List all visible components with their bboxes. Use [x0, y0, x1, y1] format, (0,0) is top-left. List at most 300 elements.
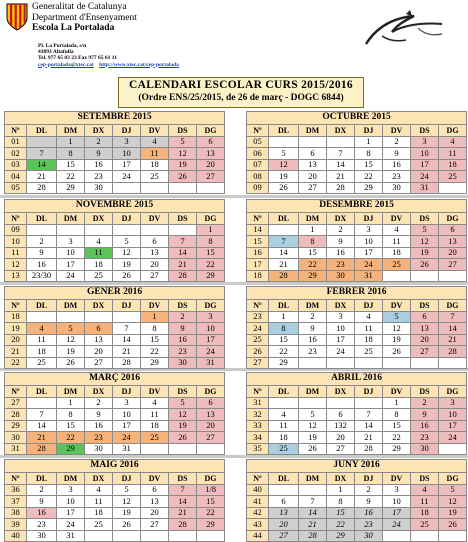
weekday-header: DV — [383, 473, 411, 485]
day-cell: 18 — [141, 159, 169, 171]
day-cell: 17 — [197, 334, 225, 346]
calendar-week-row — [247, 507, 467, 519]
day-cell: 4 — [85, 236, 113, 248]
day-cell: 12 — [269, 159, 299, 171]
day-cell: 22 — [299, 259, 327, 271]
day-cell: 4 — [269, 409, 299, 421]
day-cell — [141, 224, 169, 236]
day-cell: 28 — [113, 357, 141, 369]
day-cell: 20 — [327, 432, 355, 444]
day-cell: 20 — [411, 334, 439, 346]
day-cell: 22 — [57, 432, 85, 444]
day-cell: 13 — [269, 507, 299, 519]
calendar-week-row — [5, 171, 225, 183]
day-cell: 6 — [141, 484, 169, 496]
week-number-cell: 30 — [5, 432, 27, 444]
day-cell: 25 — [355, 346, 383, 358]
day-cell: 6 — [197, 136, 225, 148]
day-cell: 10 — [411, 148, 439, 160]
school-emblem-icon — [362, 10, 448, 50]
weekday-header: DM — [57, 300, 85, 312]
weekday-header: DV — [383, 386, 411, 398]
day-cell: 23 — [411, 432, 439, 444]
week-number-cell: 08 — [247, 171, 269, 183]
weekday-header: DM — [299, 213, 327, 225]
day-cell: 10 — [439, 409, 467, 421]
website-link[interactable]: http://www.xtec.cat/cep-portalada — [99, 61, 179, 68]
day-cell: 8 — [355, 148, 383, 160]
day-cell: 6 — [141, 236, 169, 248]
week-number-cell: 19 — [5, 323, 27, 335]
day-cell: 26 — [411, 259, 439, 271]
day-cell: 29 — [355, 182, 383, 194]
day-cell: 6 — [327, 409, 355, 421]
day-cell — [169, 530, 197, 542]
day-cell: 19 — [169, 159, 197, 171]
calendar-week-row — [247, 484, 467, 496]
day-cell: 5 — [411, 224, 439, 236]
day-cell: 23/30 — [27, 270, 57, 282]
day-cell — [113, 182, 141, 194]
weekday-header: DG — [197, 213, 225, 225]
day-cell: 8 — [141, 323, 169, 335]
email-link[interactable]: cep-portalada@xtec.cat — [38, 61, 94, 68]
day-cell — [113, 530, 141, 542]
day-cell: 27 — [141, 519, 169, 531]
weekday-header: DX — [85, 473, 113, 485]
day-cell: 22 — [355, 171, 383, 183]
day-cell: 24 — [57, 519, 85, 531]
day-cell: 21 — [355, 432, 383, 444]
day-cell: 31 — [197, 357, 225, 369]
weekday-header: DL — [27, 473, 57, 485]
month-name: FEBRER 2016 — [247, 287, 467, 300]
day-cell: 20 — [85, 346, 113, 358]
weekday-header: DM — [57, 386, 85, 398]
org-line-department: Department d'Ensenyament — [32, 12, 137, 23]
week-number-cell: 25 — [247, 334, 269, 346]
day-cell: 13 — [197, 409, 225, 421]
day-cell: 29 — [299, 270, 327, 282]
day-cell: 25 — [27, 357, 57, 369]
calendar-week-row — [247, 397, 467, 409]
day-cell: 11 — [141, 148, 169, 160]
month-name: DESEMBRE 2015 — [247, 200, 467, 213]
weekday-header: DX — [327, 213, 355, 225]
week-number-cell: 29 — [5, 420, 27, 432]
day-cell: 15 — [141, 334, 169, 346]
week-number-header: Nº — [247, 300, 269, 312]
day-cell: 30 — [411, 443, 439, 455]
week-number-cell: 05 — [5, 182, 27, 194]
week-number-cell: 04 — [5, 171, 27, 183]
calendar-week-row — [247, 247, 467, 259]
weekday-header: DJ — [355, 473, 383, 485]
day-cell: 17 — [355, 247, 383, 259]
calendar-week-row — [247, 323, 467, 335]
day-cell: 27 — [439, 259, 467, 271]
day-cell: 7 — [169, 484, 197, 496]
month-september-2015 — [4, 111, 224, 194]
day-cell: 30 — [85, 443, 113, 455]
week-number-cell: 44 — [247, 530, 269, 542]
month-october-2015 — [246, 111, 466, 194]
day-cell — [197, 443, 225, 455]
day-cell: 17 — [439, 420, 467, 432]
day-cell: 5 — [439, 484, 467, 496]
weekday-header: DV — [383, 125, 411, 137]
day-cell: 5 — [269, 148, 299, 160]
day-cell: 10 — [113, 148, 141, 160]
day-cell: 18 — [27, 346, 57, 358]
day-cell: 28 — [439, 346, 467, 358]
day-cell: 1 — [383, 397, 411, 409]
month-calendar-table — [246, 111, 467, 194]
weekday-header: DJ — [355, 300, 383, 312]
week-number-cell: 40 — [247, 484, 269, 496]
day-cell — [269, 224, 299, 236]
day-cell: 22 — [327, 519, 355, 531]
weekday-header: DV — [383, 213, 411, 225]
calendar-week-row — [5, 409, 225, 421]
week-number-cell: 43 — [247, 519, 269, 531]
day-cell: 8 — [327, 496, 355, 508]
day-cell: 27 — [299, 182, 327, 194]
day-cell: 7 — [27, 148, 57, 160]
day-cell: 30 — [383, 182, 411, 194]
day-cell — [85, 224, 113, 236]
month-calendar-table — [4, 372, 225, 455]
day-cell: 7 — [439, 311, 467, 323]
day-cell: 10 — [197, 323, 225, 335]
day-cell: 5 — [113, 484, 141, 496]
day-cell — [197, 182, 225, 194]
day-cell: 23 — [85, 432, 113, 444]
weekday-header: DJ — [113, 386, 141, 398]
week-number-cell: 31 — [5, 443, 27, 455]
day-cell: 29 — [57, 443, 85, 455]
day-cell: 24 — [197, 346, 225, 358]
day-cell: 11 — [383, 236, 411, 248]
week-number-cell: 22 — [5, 357, 27, 369]
calendar-week-row — [5, 519, 225, 531]
weekday-header: DS — [169, 473, 197, 485]
day-cell: 4 — [411, 484, 439, 496]
weekday-header: DX — [85, 300, 113, 312]
weekday-header: DG — [439, 213, 467, 225]
day-cell: 15 — [355, 159, 383, 171]
calendar-week-row — [5, 224, 225, 236]
day-cell: 28 — [169, 519, 197, 531]
day-cell: 26 — [113, 270, 141, 282]
week-number-cell: 40 — [5, 530, 27, 542]
day-cell: 26 — [113, 519, 141, 531]
day-cell — [355, 357, 383, 369]
day-cell: 3 — [411, 136, 439, 148]
day-cell: 19 — [439, 507, 467, 519]
day-cell: 24 — [411, 171, 439, 183]
month-name: NOVEMBRE 2015 — [5, 200, 225, 213]
month-name: ABRIL 2016 — [247, 373, 467, 386]
day-cell: 15 — [57, 420, 85, 432]
day-cell: 26 — [383, 346, 411, 358]
day-cell: 23 — [299, 346, 327, 358]
month-name: GENER 2016 — [5, 287, 225, 300]
day-cell: 11 — [439, 148, 467, 160]
day-cell: 3 — [439, 397, 467, 409]
day-cell: 12 — [299, 420, 327, 432]
day-cell: 26 — [439, 519, 467, 531]
day-cell — [439, 443, 467, 455]
day-cell: 3 — [57, 484, 85, 496]
day-cell: 21 — [27, 432, 57, 444]
day-cell: 16 — [355, 507, 383, 519]
day-cell: 1 — [197, 224, 225, 236]
weekday-header: DL — [269, 386, 299, 398]
day-cell: 6 — [439, 224, 467, 236]
week-number-header: Nº — [247, 125, 269, 137]
day-cell: 26 — [269, 182, 299, 194]
day-cell: 1 — [141, 311, 169, 323]
calendar-week-row — [247, 496, 467, 508]
week-number-cell: 34 — [247, 432, 269, 444]
day-cell: 14 — [299, 507, 327, 519]
day-cell: 6 — [299, 148, 327, 160]
day-cell — [57, 224, 85, 236]
week-number-header: Nº — [247, 386, 269, 398]
day-cell: 23 — [85, 171, 113, 183]
calendar-week-row — [247, 409, 467, 421]
weekday-header: DV — [141, 473, 169, 485]
day-cell: 28 — [299, 530, 327, 542]
calendar-week-row — [5, 397, 225, 409]
day-cell: 9 — [27, 496, 57, 508]
day-cell — [355, 397, 383, 409]
weekday-header: DL — [269, 125, 299, 137]
day-cell: 28 — [27, 182, 57, 194]
month-name: JUNY 2016 — [247, 460, 467, 473]
day-cell: 31 — [57, 530, 85, 542]
week-number-cell: 28 — [5, 409, 27, 421]
day-cell: 12 — [57, 334, 85, 346]
day-cell: 29 — [327, 530, 355, 542]
day-cell — [439, 357, 467, 369]
week-number-cell: 18 — [247, 270, 269, 282]
day-cell: 11 — [411, 496, 439, 508]
day-cell: 3 — [113, 397, 141, 409]
weekday-header: DX — [85, 213, 113, 225]
calendar-week-row — [5, 148, 225, 160]
day-cell: 8 — [197, 236, 225, 248]
week-number-cell: 39 — [5, 519, 27, 531]
section-divider — [0, 195, 468, 198]
day-cell: 29 — [197, 519, 225, 531]
day-cell: 15 — [327, 507, 355, 519]
calendar-week-row — [5, 247, 225, 259]
week-number-cell: 15 — [247, 236, 269, 248]
day-cell: 1/8 — [197, 484, 225, 496]
day-cell: 21 — [169, 507, 197, 519]
day-cell: 20 — [141, 507, 169, 519]
day-cell: 12 — [169, 409, 197, 421]
day-cell: 5 — [299, 409, 327, 421]
day-cell: 26 — [169, 432, 197, 444]
weekday-header: DG — [197, 300, 225, 312]
week-number-cell: 31 — [247, 397, 269, 409]
day-cell: 8 — [57, 148, 85, 160]
weekday-header: DX — [327, 473, 355, 485]
day-cell: 19 — [411, 247, 439, 259]
organization-block — [32, 2, 137, 34]
day-cell: 17 — [113, 420, 141, 432]
day-cell: 11 — [269, 420, 299, 432]
calendar-week-row — [247, 443, 467, 455]
day-cell: 1 — [355, 136, 383, 148]
weekday-header: DV — [141, 125, 169, 137]
day-cell — [141, 530, 169, 542]
day-cell — [85, 530, 113, 542]
generalitat-logo-icon — [6, 3, 28, 31]
day-cell — [327, 136, 355, 148]
week-number-cell: 13 — [5, 270, 27, 282]
day-cell: 18 — [269, 432, 299, 444]
calendar-week-row — [5, 323, 225, 335]
weekday-header: DS — [169, 213, 197, 225]
calendar-week-row — [5, 136, 225, 148]
month-name: SETEMBRE 2015 — [5, 112, 225, 125]
day-cell: 16 — [327, 247, 355, 259]
day-cell: 15 — [197, 247, 225, 259]
day-cell: 2 — [327, 224, 355, 236]
day-cell: 4 — [141, 397, 169, 409]
day-cell: 1 — [327, 484, 355, 496]
week-number-cell: 41 — [247, 496, 269, 508]
day-cell: 14 — [169, 496, 197, 508]
day-cell — [27, 224, 57, 236]
day-cell: 23 — [327, 259, 355, 271]
day-cell: 15 — [269, 334, 299, 346]
calendar-week-row — [247, 346, 467, 358]
day-cell: 21 — [169, 259, 197, 271]
day-cell: 22 — [269, 346, 299, 358]
day-cell: 29 — [269, 357, 299, 369]
day-cell: 5 — [383, 311, 411, 323]
day-cell: 23 — [355, 519, 383, 531]
week-number-cell: 37 — [5, 496, 27, 508]
week-number-header: Nº — [5, 125, 27, 137]
weekday-header: DS — [411, 125, 439, 137]
day-cell: 20 — [299, 171, 327, 183]
week-number-cell: 10 — [5, 236, 27, 248]
day-cell: 15 — [57, 159, 85, 171]
month-january-2016 — [4, 286, 224, 369]
day-cell: 16 — [85, 420, 113, 432]
section-divider — [0, 282, 468, 285]
calendar-week-row — [247, 420, 467, 432]
weekday-header: DM — [299, 125, 327, 137]
day-cell: 12 — [439, 496, 467, 508]
weekday-header: DL — [269, 473, 299, 485]
calendar-week-row — [5, 420, 225, 432]
day-cell: 25 — [141, 171, 169, 183]
day-cell: 20 — [197, 159, 225, 171]
weekday-header: DL — [27, 125, 57, 137]
calendar-week-row — [5, 443, 225, 455]
day-cell: 24 — [439, 432, 467, 444]
day-cell: 28 — [327, 182, 355, 194]
week-number-cell: 18 — [5, 311, 27, 323]
day-cell: 1 — [57, 397, 85, 409]
day-cell: 4 — [355, 311, 383, 323]
day-cell: 5 — [169, 397, 197, 409]
day-cell: 3 — [113, 136, 141, 148]
weekday-header: DM — [57, 473, 85, 485]
day-cell: 12 — [113, 496, 141, 508]
calendar-week-row — [247, 357, 467, 369]
day-cell: 132 — [327, 420, 355, 432]
month-december-2015 — [246, 199, 466, 282]
day-cell: 18 — [355, 334, 383, 346]
day-cell: 15 — [299, 247, 327, 259]
weekday-header: DJ — [113, 300, 141, 312]
day-cell: 6 — [85, 323, 113, 335]
day-cell: 8 — [57, 409, 85, 421]
calendar-week-row — [247, 530, 467, 542]
week-number-cell: 23 — [247, 311, 269, 323]
day-cell: 21 — [439, 334, 467, 346]
day-cell: 16 — [169, 334, 197, 346]
month-march-2016 — [4, 372, 224, 455]
day-cell: 3 — [57, 236, 85, 248]
day-cell: 28 — [269, 270, 299, 282]
day-cell: 19 — [299, 432, 327, 444]
week-number-cell: 17 — [247, 259, 269, 271]
day-cell: 14 — [113, 334, 141, 346]
week-number-cell: 38 — [5, 507, 27, 519]
day-cell: 27 — [411, 346, 439, 358]
day-cell: 14 — [439, 323, 467, 335]
day-cell: 21 — [113, 346, 141, 358]
day-cell: 18 — [141, 420, 169, 432]
day-cell: 17 — [411, 159, 439, 171]
day-cell: 19 — [113, 507, 141, 519]
day-cell: 2 — [85, 136, 113, 148]
day-cell: 2 — [27, 484, 57, 496]
day-cell: 9 — [85, 148, 113, 160]
day-cell: 20 — [439, 247, 467, 259]
day-cell: 19 — [269, 171, 299, 183]
day-cell: 24 — [383, 519, 411, 531]
day-cell: 21 — [299, 519, 327, 531]
week-number-header: Nº — [247, 213, 269, 225]
day-cell: 10 — [383, 496, 411, 508]
day-cell: 30 — [27, 530, 57, 542]
day-cell: 25 — [85, 519, 113, 531]
day-cell: 11 — [141, 409, 169, 421]
day-cell: 27 — [197, 432, 225, 444]
weekday-header: DG — [197, 386, 225, 398]
day-cell: 12 — [383, 323, 411, 335]
day-cell — [27, 397, 57, 409]
day-cell: 16 — [27, 259, 57, 271]
day-cell: 6 — [269, 496, 299, 508]
day-cell: 20 — [269, 519, 299, 531]
calendar-week-row — [5, 530, 225, 542]
day-cell — [27, 136, 57, 148]
calendar-week-row — [247, 311, 467, 323]
weekday-header: DJ — [355, 213, 383, 225]
day-cell — [411, 270, 439, 282]
